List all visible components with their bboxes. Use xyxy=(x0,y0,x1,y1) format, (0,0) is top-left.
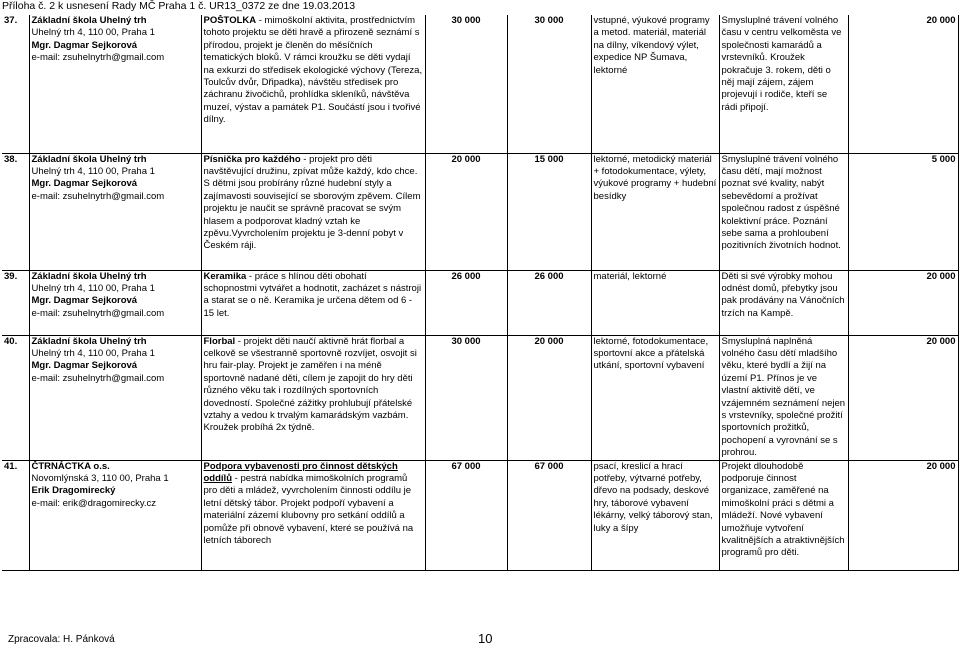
row-number: 39. xyxy=(2,270,29,335)
applicant-name: Základní škola Uhelný trh xyxy=(31,153,147,165)
project-goal: Děti si své výrobky mohou odnést domů, přebytky jsou pak prodávány na Vánočních trzích na Kampě. xyxy=(719,270,848,335)
applicant-contact: Mgr. Dagmar Sejkorová xyxy=(31,39,138,51)
cost-items: lektorné, fotodokumentace, sportovní akce a přátelská utkání, sportovní vybavení xyxy=(591,335,719,460)
project-description xyxy=(201,460,425,570)
applicant-name: ČTRNÁCTKA o.s. xyxy=(31,460,110,472)
project-description xyxy=(201,15,425,153)
requested-amount: 20 000 xyxy=(507,335,591,460)
applicant-email: e-mail: erik@dragomirecky.cz xyxy=(31,497,157,509)
cost-items: psací, kreslicí a hrací potřeby, výtvarné potřeby, dřevo na podsady, deskové hry, táborové vybavení lékárny, velký táborový stan, luky a šípy xyxy=(591,460,719,570)
footer-author: Zpracovala: H. Pánková xyxy=(8,634,115,645)
applicant-name: Základní škola Uhelný trh xyxy=(31,270,147,282)
document-header: Příloha č. 2 k usnesení Rady MČ Praha 1 č. UR13_0372 ze dne 19.03.2013 xyxy=(2,0,356,12)
approved-grant: 20 000 xyxy=(848,460,958,570)
applicant-email: e-mail: zsuhelnytrh@gmail.com xyxy=(31,190,165,202)
total-cost: 26 000 xyxy=(425,270,507,335)
project-title: Keramika xyxy=(203,270,247,282)
applicant-email: e-mail: zsuhelnytrh@gmail.com xyxy=(31,372,165,384)
grant-table xyxy=(2,15,959,571)
applicant-cell xyxy=(29,15,201,153)
applicant-address: Uhelný trh 4, 110 00, Praha 1 xyxy=(31,27,155,39)
project-text: - projekt děti naučí aktivně hrát florbal a celkově se všestranně sportovně rozvíjet, osvojit si hru fair-play. Projekt je zaměřen i na méně sportovně nadané děti, cílem je zapojit do hry děti různého věku tak i rozdílných sportovních dovedností. Společné zážitky prohlubují přátelské vztahy a vedou k trvalým kamarádským vazbám. Kroužek probíhá 2x týdně. xyxy=(203,335,417,434)
requested-amount: 15 000 xyxy=(507,153,591,270)
applicant-address: Uhelný trh 4, 110 00, Praha 1 xyxy=(31,282,155,294)
project-text: - projekt pro děti navštěvující družinu, zpívat může každý, kdo chce. S dětmi jsou probírány různé hudební styly a zajímavosti související se sborovým zpěvem. Cílem projektu je naučit se správně pracovat se svým hlasem a podporovat kladný vztah ke zpěvu.Vyvrcholením projektu je 3-denní pobyt v Českém ráji. xyxy=(203,153,421,252)
applicant-contact: Mgr. Dagmar Sejkorová xyxy=(31,178,138,190)
applicant-email: e-mail: zsuhelnytrh@gmail.com xyxy=(31,52,165,64)
project-goal: Smysluplná naplněná volného času dětí mladšího věku, které bydlí a žijí na území P1. Přínos je ve vlastní aktivitě dětí, ve vzájemném seznámení nejen s vrstevníky, společné prožití sportovních prožitků, pochopení a vyrovnání se s prohrou. xyxy=(719,335,848,460)
project-text: - mimoškolní aktivita, prostřednictvím tohoto projektu se děti hravě a přirozeně seznámí s přírodou, projekt je členěn do měsíčních tematických bloků. V rámci kroužku se děti vydají na exkurzi do středisek ekologické výchovy (Tereza, Toulcův dvůr, Dřipadka), návštěu středisek pro záchranu živočichů, prohlídka skleníků, návštěva muzeí, výstav a památek P1. Součástí jsou i tvořivé dílny. xyxy=(203,15,423,126)
applicant-address: Uhelný trh 4, 110 00, Praha 1 xyxy=(31,347,155,359)
applicant-cell xyxy=(29,335,201,460)
applicant-cell xyxy=(29,270,201,335)
applicant-name: Základní škola Uhelný trh xyxy=(31,335,147,347)
total-cost: 30 000 xyxy=(425,335,507,460)
table-row xyxy=(2,15,958,153)
applicant-email: e-mail: zsuhelnytrh@gmail.com xyxy=(31,307,165,319)
applicant-address: Uhelný trh 4, 110 00, Praha 1 xyxy=(31,165,155,177)
row-number: 41. xyxy=(2,460,29,570)
table-row xyxy=(2,153,958,270)
project-text: - pestrá nabídka mimoškolních programů pro děti a mládež, vyvrcholením činnosti oddílu je letní dětský tábor. Projekt podpoří vybavení a materiální zázemí klubovny pro setkání oddílů a pomůže při obnově vybavení, které se používá na letních táborech xyxy=(203,472,414,546)
project-title: Florbal xyxy=(203,335,236,347)
applicant-cell xyxy=(29,153,201,270)
applicant-contact: Mgr. Dagmar Sejkorová xyxy=(31,295,138,307)
applicant-address: Novomlýnská 3, 110 00, Praha 1 xyxy=(31,472,169,484)
project-goal: Smysluplné trávení volného času dětí, mají možnost poznat své kvality, nabýt sebevědomí a prožívat společnou radost z úspěšné kolektivní práce. Poznání sebe sama a prohloubení pozitivních životních hodnot. xyxy=(719,153,848,270)
row-number: 38. xyxy=(2,153,29,270)
total-cost: 67 000 xyxy=(425,460,507,570)
cost-items: vstupné, výukové programy a metod. materiál, materiál na dílny, víkendový výlet, expedice NP Šumava, lektorné xyxy=(591,15,719,153)
applicant-cell xyxy=(29,460,201,570)
requested-amount: 67 000 xyxy=(507,460,591,570)
cost-items: materiál, lektorné xyxy=(591,270,719,335)
table-row xyxy=(2,460,958,570)
project-goal: Projekt dlouhodobě podporuje činnost organizace, zaměřené na mimoškolní práci s dětmi a mládeží. Nové vybavení umožňuje vytvoření kvalitnějších a atraktivnějších programů pro děti. xyxy=(719,460,848,570)
row-number: 40. xyxy=(2,335,29,460)
project-description xyxy=(201,270,425,335)
applicant-contact: Erik Dragomirecký xyxy=(31,485,116,497)
project-title: Podpora vybavenosti pro činnost dětských oddílů xyxy=(203,460,398,484)
project-title: Písnička pro každého xyxy=(203,153,301,165)
table-row xyxy=(2,270,958,335)
project-goal: Smysluplné trávení volného času v centru velkoměsta ve společnosti kamarádů a vrstevníků. Kroužek pokračuje 3. rokem, děti o něj mají zájem, zájem projevují i rodiče, kteří se rádi připojí. xyxy=(719,15,848,153)
cost-items: lektorné, metodický materiál + fotodokumentace, výlety, výukové programy + hudební besídky xyxy=(591,153,719,270)
row-number: 37. xyxy=(2,15,29,153)
page-number: 10 xyxy=(478,631,493,646)
approved-grant: 20 000 xyxy=(848,335,958,460)
approved-grant: 20 000 xyxy=(848,15,958,153)
approved-grant: 20 000 xyxy=(848,270,958,335)
table-row xyxy=(2,335,958,460)
applicant-contact: Mgr. Dagmar Sejkorová xyxy=(31,360,138,372)
project-text: - práce s hlínou děti obohatí schopnostmi vytvářet a hodnotit, zacházet s nástroji a starat se o ně. Keramika je určena dětem od 6 - 15 let. xyxy=(203,270,422,319)
requested-amount: 26 000 xyxy=(507,270,591,335)
total-cost: 20 000 xyxy=(425,153,507,270)
approved-grant: 5 000 xyxy=(848,153,958,270)
requested-amount: 30 000 xyxy=(507,15,591,153)
applicant-name: Základní škola Uhelný trh xyxy=(31,15,147,26)
total-cost: 30 000 xyxy=(425,15,507,153)
project-title: POŠTOLKA xyxy=(203,15,257,26)
project-description xyxy=(201,335,425,460)
project-description xyxy=(201,153,425,270)
